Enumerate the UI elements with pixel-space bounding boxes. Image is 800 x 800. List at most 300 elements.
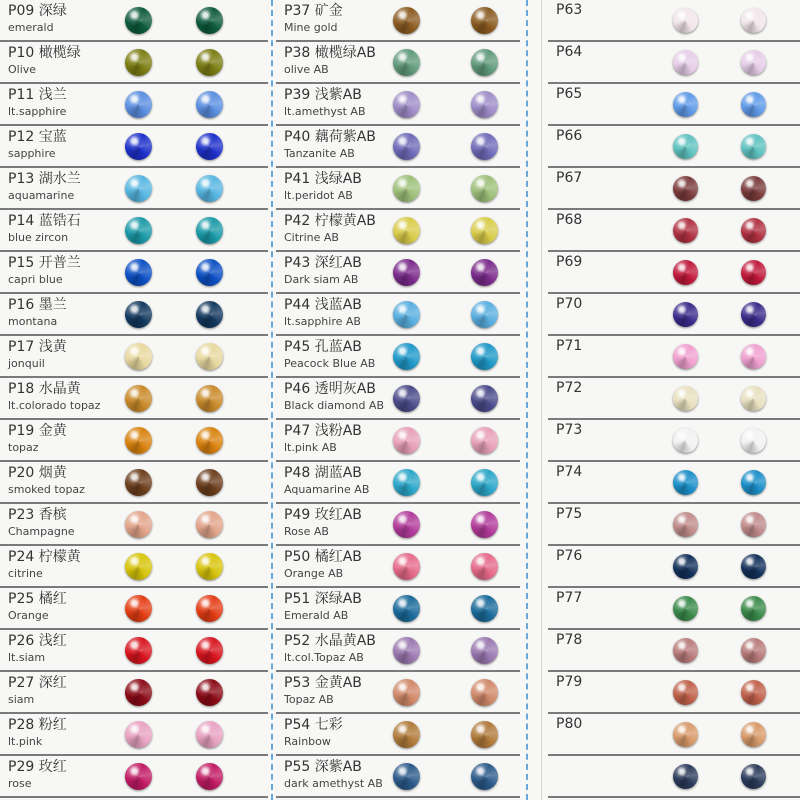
color-name: smoked topaz	[8, 483, 85, 496]
row-label	[556, 381, 582, 395]
rhinestone-back	[741, 680, 766, 705]
rhinestone-back	[741, 218, 766, 243]
rhinestone-front	[393, 469, 420, 496]
color-row	[0, 126, 268, 168]
rhinestone-back	[196, 301, 223, 328]
color-row	[0, 168, 268, 210]
row-label	[284, 130, 376, 159]
color-row	[276, 756, 520, 798]
rhinestone-back	[196, 49, 223, 76]
color-code: P49 玫红AB	[284, 507, 362, 523]
color-name: Peacock Blue AB	[284, 357, 376, 370]
color-code: P78	[556, 632, 583, 648]
color-row	[548, 420, 800, 462]
color-row	[276, 588, 520, 630]
row-label	[8, 676, 67, 705]
color-code: P46 透明灰AB	[284, 381, 376, 397]
color-code: P70	[556, 296, 583, 312]
color-row	[276, 210, 520, 252]
rhinestone-front	[673, 302, 698, 327]
rhinestone-back	[196, 763, 223, 790]
rhinestone-front	[125, 175, 152, 202]
color-name: Orange	[8, 609, 49, 622]
color-name: lt.sapphire AB	[284, 315, 361, 328]
color-code: P12 宝蓝	[8, 129, 67, 145]
color-row	[0, 252, 268, 294]
rhinestone-back	[471, 49, 498, 76]
rhinestone-front	[393, 637, 420, 664]
rhinestone-back	[741, 554, 766, 579]
color-row	[0, 336, 268, 378]
row-label	[284, 46, 376, 75]
row-label	[8, 256, 81, 285]
color-code: P66	[556, 128, 583, 144]
color-row	[548, 336, 800, 378]
rhinestone-front	[673, 596, 698, 621]
rhinestone-front	[673, 764, 698, 789]
color-row	[276, 378, 520, 420]
rhinestone-back	[741, 512, 766, 537]
rhinestone-front	[393, 721, 420, 748]
rhinestone-front	[125, 595, 152, 622]
color-row	[0, 378, 268, 420]
column-divider-solid	[541, 0, 542, 800]
color-row	[548, 672, 800, 714]
rhinestone-front	[393, 385, 420, 412]
rhinestone-front	[125, 49, 152, 76]
column-divider-dashed-2	[526, 0, 528, 800]
rhinestone-front	[125, 721, 152, 748]
rhinestone-back	[741, 344, 766, 369]
row-label	[284, 760, 383, 789]
color-name: aquamarine	[8, 189, 75, 202]
column-3	[548, 0, 800, 800]
color-row	[548, 252, 800, 294]
column-1	[0, 0, 268, 800]
rhinestone-front	[125, 91, 152, 118]
row-label	[284, 676, 362, 705]
color-code: P11 浅兰	[8, 87, 67, 103]
color-row	[0, 42, 268, 84]
row-label	[8, 592, 67, 621]
color-name: Orange AB	[284, 567, 344, 580]
rhinestone-back	[741, 722, 766, 747]
row-label	[556, 171, 582, 185]
rhinestone-front	[673, 638, 698, 663]
color-name: Tanzanite AB	[284, 147, 355, 160]
color-name: dark amethyst AB	[284, 777, 383, 790]
row-label	[284, 592, 362, 621]
rhinestone-back	[741, 428, 766, 453]
color-row	[548, 756, 800, 798]
color-row	[0, 756, 268, 798]
rhinestone-back	[471, 91, 498, 118]
row-label	[8, 172, 81, 201]
color-row	[276, 546, 520, 588]
rhinestone-front	[393, 553, 420, 580]
color-row	[276, 168, 520, 210]
rhinestone-back	[196, 595, 223, 622]
row-label	[284, 172, 362, 201]
rhinestone-front	[125, 259, 152, 286]
row-label	[284, 298, 362, 327]
color-name: siam	[8, 693, 35, 706]
color-row	[548, 462, 800, 504]
color-code: P55 深紫AB	[284, 759, 362, 775]
color-row	[0, 714, 268, 756]
rhinestone-back	[196, 259, 223, 286]
rhinestone-front	[125, 7, 152, 34]
color-code: P72	[556, 380, 583, 396]
color-code: P80	[556, 716, 583, 732]
row-label	[556, 675, 582, 689]
color-row	[0, 84, 268, 126]
color-code: P15 开普兰	[8, 255, 81, 271]
color-code: P09 深绿	[8, 3, 67, 19]
row-label	[556, 465, 582, 479]
rhinestone-back	[471, 7, 498, 34]
column-2	[276, 0, 520, 800]
rhinestone-front	[673, 680, 698, 705]
color-name: Emerald AB	[284, 609, 349, 622]
rhinestone-front	[393, 259, 420, 286]
color-name: emerald	[8, 21, 54, 34]
color-code: P71	[556, 338, 583, 354]
row-label	[8, 424, 67, 453]
color-name: olive AB	[284, 63, 329, 76]
rhinestone-back	[471, 469, 498, 496]
rhinestone-back	[196, 637, 223, 664]
rhinestone-front	[393, 511, 420, 538]
color-row	[276, 336, 520, 378]
rhinestone-front	[673, 470, 698, 495]
rhinestone-front	[125, 469, 152, 496]
color-row	[276, 0, 520, 42]
rhinestone-back	[196, 7, 223, 34]
rhinestone-back	[196, 343, 223, 370]
color-code: P20 烟黄	[8, 465, 67, 481]
color-name: lt.pink	[8, 735, 43, 748]
row-label	[556, 87, 582, 101]
rhinestone-back	[471, 217, 498, 244]
row-label	[556, 507, 582, 521]
row-label	[8, 298, 67, 327]
color-code: P53 金黄AB	[284, 675, 362, 691]
color-row	[548, 42, 800, 84]
row-label	[8, 634, 67, 663]
row-label	[556, 213, 582, 227]
rhinestone-front	[673, 344, 698, 369]
rhinestone-front	[673, 554, 698, 579]
color-name: Dark siam AB	[284, 273, 359, 286]
color-code: P14 蓝锆石	[8, 213, 81, 229]
color-code: P69	[556, 254, 583, 270]
color-code: P40 藕荷紫AB	[284, 129, 376, 145]
color-row	[0, 672, 268, 714]
color-name: lt.amethyst AB	[284, 105, 366, 118]
rhinestone-back	[741, 8, 766, 33]
color-name: lt.sapphire	[8, 105, 67, 118]
color-name: jonquil	[8, 357, 45, 370]
rhinestone-back	[471, 259, 498, 286]
rhinestone-front	[673, 218, 698, 243]
rhinestone-front	[393, 343, 420, 370]
rhinestone-front	[393, 763, 420, 790]
rhinestone-back	[471, 301, 498, 328]
row-label	[284, 424, 362, 453]
row-label	[8, 130, 67, 159]
row-label	[556, 129, 582, 143]
rhinestone-front	[673, 92, 698, 117]
color-name: blue zircon	[8, 231, 69, 244]
color-name: Champagne	[8, 525, 75, 538]
color-code: P73	[556, 422, 583, 438]
rhinestone-back	[196, 427, 223, 454]
color-name: lt.siam	[8, 651, 46, 664]
color-name: topaz	[8, 441, 39, 454]
column-divider-dashed-1	[271, 0, 273, 800]
color-code: P43 深红AB	[284, 255, 362, 271]
rhinestone-front	[673, 386, 698, 411]
color-name: sapphire	[8, 147, 56, 160]
row-label	[556, 297, 582, 311]
row-label	[284, 634, 376, 663]
color-name: lt.pink AB	[284, 441, 337, 454]
row-label	[8, 214, 81, 243]
rhinestone-back	[471, 343, 498, 370]
color-row	[548, 588, 800, 630]
rhinestone-front	[125, 343, 152, 370]
color-code: P52 水晶黄AB	[284, 633, 376, 649]
rhinestone-back	[196, 511, 223, 538]
color-code: P41 浅绿AB	[284, 171, 362, 187]
row-label	[284, 88, 366, 117]
rhinestone-front	[393, 175, 420, 202]
rhinestone-back	[741, 302, 766, 327]
color-code: P50 橘红AB	[284, 549, 362, 565]
color-code: P48 湖蓝AB	[284, 465, 362, 481]
color-name: Mine gold	[284, 21, 338, 34]
color-row	[0, 630, 268, 672]
rhinestone-back	[196, 553, 223, 580]
row-label	[556, 255, 582, 269]
rhinestone-front	[393, 91, 420, 118]
rhinestone-back	[471, 175, 498, 202]
row-label	[8, 4, 67, 33]
rhinestone-front	[673, 134, 698, 159]
rhinestone-back	[741, 50, 766, 75]
rhinestone-back	[471, 427, 498, 454]
color-code: P54 七彩	[284, 717, 343, 733]
color-code: P47 浅粉AB	[284, 423, 362, 439]
color-code: P16 墨兰	[8, 297, 67, 313]
color-row	[276, 84, 520, 126]
rhinestone-front	[125, 301, 152, 328]
color-code: P79	[556, 674, 583, 690]
row-label	[284, 214, 376, 243]
rhinestone-front	[673, 8, 698, 33]
color-name: lt.colorado topaz	[8, 399, 101, 412]
rhinestone-front	[125, 679, 152, 706]
rhinestone-front	[393, 7, 420, 34]
color-row	[548, 546, 800, 588]
rhinestone-front	[125, 637, 152, 664]
rhinestone-back	[471, 679, 498, 706]
row-label	[284, 382, 384, 411]
rhinestone-back	[471, 595, 498, 622]
rhinestone-front	[673, 512, 698, 537]
color-code: P68	[556, 212, 583, 228]
color-code: P64	[556, 44, 583, 60]
color-code: P45 孔蓝AB	[284, 339, 362, 355]
color-code: P75	[556, 506, 583, 522]
rhinestone-back	[471, 637, 498, 664]
color-row	[548, 378, 800, 420]
row-label	[8, 550, 81, 579]
row-label	[556, 717, 582, 731]
row-label	[8, 46, 81, 75]
color-row	[276, 420, 520, 462]
color-code: P38 橄榄绿AB	[284, 45, 376, 61]
color-row	[276, 672, 520, 714]
rhinestone-back	[471, 385, 498, 412]
rhinestone-back	[741, 764, 766, 789]
row-label	[8, 760, 67, 789]
color-row	[0, 0, 268, 42]
color-code: P37 矿金	[284, 3, 343, 19]
color-row	[548, 84, 800, 126]
row-label	[8, 466, 85, 495]
rhinestone-front	[393, 679, 420, 706]
color-code: P23 香槟	[8, 507, 67, 523]
color-row	[0, 294, 268, 336]
color-row	[0, 504, 268, 546]
row-label	[8, 340, 67, 369]
color-row	[548, 630, 800, 672]
color-code: P19 金黄	[8, 423, 67, 439]
rhinestone-front	[125, 385, 152, 412]
color-code: P67	[556, 170, 583, 186]
row-label	[284, 4, 343, 33]
color-code: P18 水晶黄	[8, 381, 81, 397]
rhinestone-front	[673, 260, 698, 285]
color-name: Rainbow	[284, 735, 331, 748]
rhinestone-back	[196, 721, 223, 748]
color-name: Black diamond AB	[284, 399, 385, 412]
color-code: P74	[556, 464, 583, 480]
rhinestone-back	[196, 175, 223, 202]
color-row	[276, 630, 520, 672]
color-row	[0, 420, 268, 462]
color-row	[548, 126, 800, 168]
color-code: P39 浅紫AB	[284, 87, 362, 103]
rhinestone-back	[196, 469, 223, 496]
color-code: P29 玫红	[8, 759, 67, 775]
row-label	[556, 633, 582, 647]
color-row	[548, 168, 800, 210]
color-code: P42 柠檬黄AB	[284, 213, 376, 229]
color-code: P28 粉红	[8, 717, 67, 733]
rhinestone-front	[673, 428, 698, 453]
color-code: P65	[556, 86, 583, 102]
rhinestone-back	[196, 679, 223, 706]
row-label	[284, 256, 362, 285]
color-row	[276, 252, 520, 294]
rhinestone-back	[741, 92, 766, 117]
rhinestone-back	[741, 386, 766, 411]
row-label	[556, 423, 582, 437]
color-row	[548, 0, 800, 42]
color-code: P77	[556, 590, 583, 606]
row-label	[556, 3, 582, 17]
rhinestone-front	[673, 722, 698, 747]
color-name: Topaz AB	[284, 693, 334, 706]
color-code: P17 浅黄	[8, 339, 67, 355]
color-name: Citrine AB	[284, 231, 339, 244]
rhinestone-back	[741, 596, 766, 621]
rhinestone-front	[393, 595, 420, 622]
color-code: P10 橄榄绿	[8, 45, 81, 61]
row-label	[8, 508, 75, 537]
row-label	[556, 339, 582, 353]
color-row	[548, 294, 800, 336]
rhinestone-front	[125, 511, 152, 538]
color-code: P13 湖水兰	[8, 171, 81, 187]
color-code: P44 浅蓝AB	[284, 297, 362, 313]
color-code: P26 浅红	[8, 633, 67, 649]
color-row	[548, 504, 800, 546]
color-row	[276, 126, 520, 168]
color-row	[276, 294, 520, 336]
rhinestone-back	[741, 134, 766, 159]
rhinestone-front	[125, 133, 152, 160]
rhinestone-front	[393, 427, 420, 454]
color-name: rose	[8, 777, 32, 790]
color-row	[548, 714, 800, 756]
rhinestone-front	[393, 133, 420, 160]
color-row	[0, 210, 268, 252]
rhinestone-back	[196, 91, 223, 118]
row-label	[8, 88, 67, 117]
color-name: lt.peridot AB	[284, 189, 353, 202]
color-name: montana	[8, 315, 58, 328]
rhinestone-back	[471, 763, 498, 790]
rhinestone-back	[471, 511, 498, 538]
rhinestone-front	[393, 217, 420, 244]
color-row	[276, 714, 520, 756]
rhinestone-front	[393, 301, 420, 328]
rhinestone-back	[471, 721, 498, 748]
color-name: Olive	[8, 63, 37, 76]
rhinestone-back	[471, 133, 498, 160]
rhinestone-front	[673, 176, 698, 201]
color-row	[548, 210, 800, 252]
color-code: P63	[556, 2, 583, 18]
row-label	[8, 718, 67, 747]
rhinestone-back	[196, 385, 223, 412]
color-row	[0, 588, 268, 630]
row-label	[284, 466, 369, 495]
rhinestone-front	[125, 217, 152, 244]
row-label	[284, 718, 343, 747]
rhinestone-front	[125, 553, 152, 580]
color-name: citrine	[8, 567, 43, 580]
color-row	[0, 546, 268, 588]
row-label	[556, 45, 582, 59]
rhinestone-back	[471, 553, 498, 580]
color-code: P51 深绿AB	[284, 591, 362, 607]
row-label	[8, 382, 100, 411]
